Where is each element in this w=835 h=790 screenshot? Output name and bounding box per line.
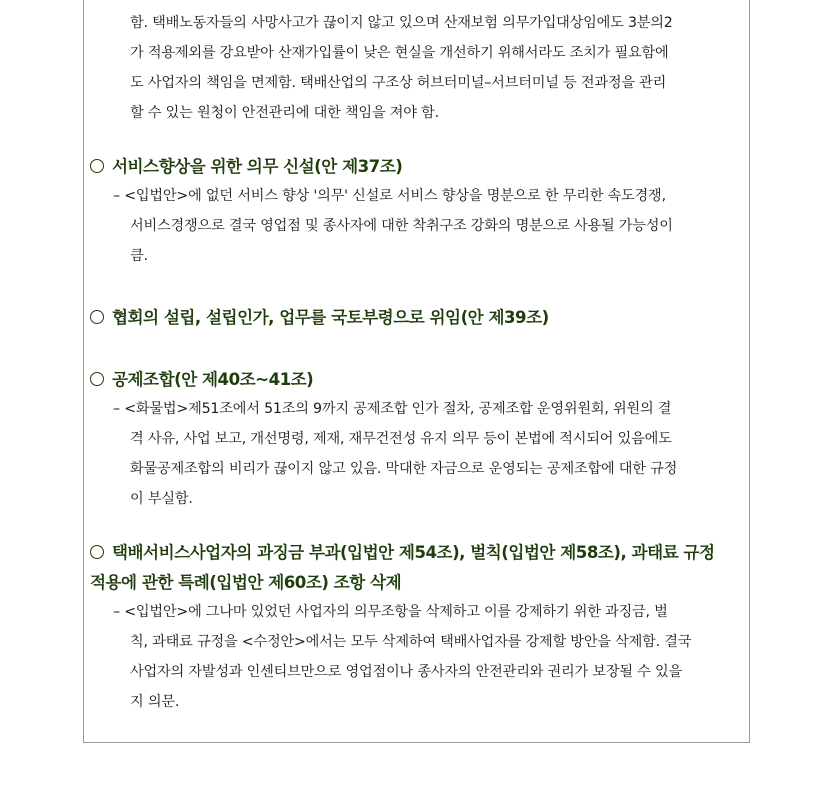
section-heading: 택배서비스사업자의 과징금 부과(입법안 제54조), 벌칙(입법안 제58조), 과태료 규정 bbox=[83, 538, 750, 568]
intro-paragraph bbox=[83, 8, 750, 128]
circle-bullet-icon bbox=[90, 310, 104, 324]
section-heading: 협회의 설립, 설립인가, 업무를 국토부령으로 위임(안 제39조) bbox=[83, 303, 750, 333]
section-line: 칙, 과태료 규정을 <수정안>에서는 모두 삭제하여 택배사업자를 강제할 방안을 삭제함. 결국 bbox=[130, 634, 692, 650]
section-heading: 서비스향상을 위한 의무 신설(안 제37조) bbox=[83, 152, 750, 182]
circle-bullet-icon bbox=[90, 159, 104, 173]
intro-line: 가 적용제외를 강요받아 산재가입률이 낮은 현실을 개선하기 위해서라도 조치가 필요함에 bbox=[130, 45, 669, 61]
intro-line: 할 수 있는 원청이 안전관리에 대한 책임을 져야 함. bbox=[130, 105, 439, 121]
section-line: 사업자의 자발성과 인센티브만으로 영업점이나 종사자의 안전관리와 권리가 보장될 수 있을 bbox=[130, 664, 682, 680]
section-line: – <입법안>에 없던 서비스 향상 '의무' 신설로 서비스 향상을 명분으로 한 무리한 속도경쟁, bbox=[113, 188, 666, 204]
circle-bullet-icon bbox=[90, 545, 104, 559]
section-penalty-deletion bbox=[83, 538, 750, 717]
section-service-improvement bbox=[83, 152, 750, 271]
section-association bbox=[83, 303, 750, 333]
section-line: – <입법안>에 그나마 있었던 사업자의 의무조항을 삭제하고 이를 강제하기 위한 과징금, 벌 bbox=[113, 604, 668, 620]
section-line: 큼. bbox=[130, 248, 148, 264]
section-heading-cont: 적용에 관한 특례(입법안 제60조) 조항 삭제 bbox=[90, 573, 402, 592]
section-line: 화물공제조합의 비리가 끊이지 않고 있음. 막대한 자금으로 운영되는 공제조합에 대한 규정 bbox=[130, 461, 678, 477]
intro-line: 함. 택배노동자들의 사망사고가 끊이지 않고 있으며 산재보험 의무가입대상임에도 3분의2 bbox=[130, 15, 673, 31]
section-line: 서비스경쟁으로 결국 영업점 및 종사자에 대한 착취구조 강화의 명분으로 사용될 가능성이 bbox=[130, 218, 673, 234]
section-line: 지 의문. bbox=[130, 694, 180, 710]
section-line: 이 부실함. bbox=[130, 491, 193, 507]
circle-bullet-icon bbox=[90, 372, 104, 386]
intro-line: 도 사업자의 책임을 면제함. 택배산업의 구조상 허브터미널–서브터미널 등 전과정을 관리 bbox=[130, 75, 667, 91]
section-line: 격 사유, 사업 보고, 개선명령, 제재, 재무건전성 유지 의무 등이 본법에 적시되어 있음에도 bbox=[130, 431, 672, 447]
section-heading: 공제조합(안 제40조~41조) bbox=[83, 365, 750, 395]
section-line: – <화물법>제51조에서 51조의 9까지 공제조합 인가 절차, 공제조합 운영위원회, 위원의 결 bbox=[113, 401, 672, 417]
section-mutual-aid bbox=[83, 365, 750, 514]
